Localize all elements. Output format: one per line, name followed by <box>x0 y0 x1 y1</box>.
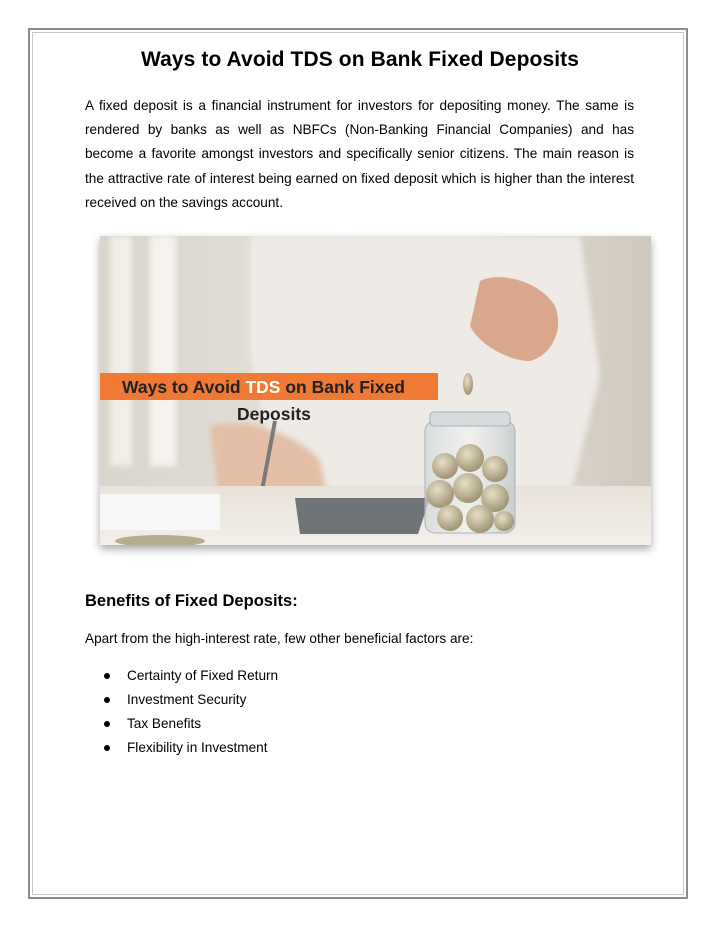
list-item <box>85 690 278 714</box>
bullet-icon <box>104 745 110 751</box>
coin-jar <box>425 412 515 533</box>
window-blind <box>150 236 176 466</box>
section-heading: Benefits of Fixed Deposits: <box>85 592 298 610</box>
hero-photo-illustration <box>100 236 651 545</box>
falling-coin <box>463 373 473 395</box>
window-blind <box>110 236 132 466</box>
bullet-icon <box>104 673 110 679</box>
banner-title-line1: Ways to Avoid TDS on Bank Fixed <box>122 377 405 397</box>
hero-image <box>100 236 651 545</box>
document-title: Ways to Avoid TDS on Bank Fixed Deposits <box>140 48 580 71</box>
list-item-label: Flexibility in Investment <box>127 740 268 755</box>
paper <box>100 494 220 530</box>
list-item <box>85 666 278 690</box>
benefits-list <box>85 666 278 762</box>
intro-paragraph: A fixed deposit is a financial instrument for investors for depositing money. The same is rendered by banks as well as NBFCs (Non-Banking Financial Companies) and has become a favorite amongst investors and specifically senior citizens. The main reason is the attractive rate of interest being earned on fixed deposit which is higher than the interest received on the savings account. <box>85 98 634 210</box>
list-item-label: Investment Security <box>127 692 247 707</box>
bullet-icon <box>104 721 110 727</box>
banner-title-line2: Deposits <box>237 404 311 424</box>
calculator <box>295 498 430 534</box>
list-item-label: Tax Benefits <box>127 716 202 731</box>
section-lead: Apart from the high-interest rate, few other beneficial factors are: <box>85 631 474 646</box>
bullet-icon <box>104 697 110 703</box>
list-item <box>85 714 278 738</box>
list-item-label: Certainty of Fixed Return <box>127 668 279 683</box>
list-item <box>85 738 278 762</box>
